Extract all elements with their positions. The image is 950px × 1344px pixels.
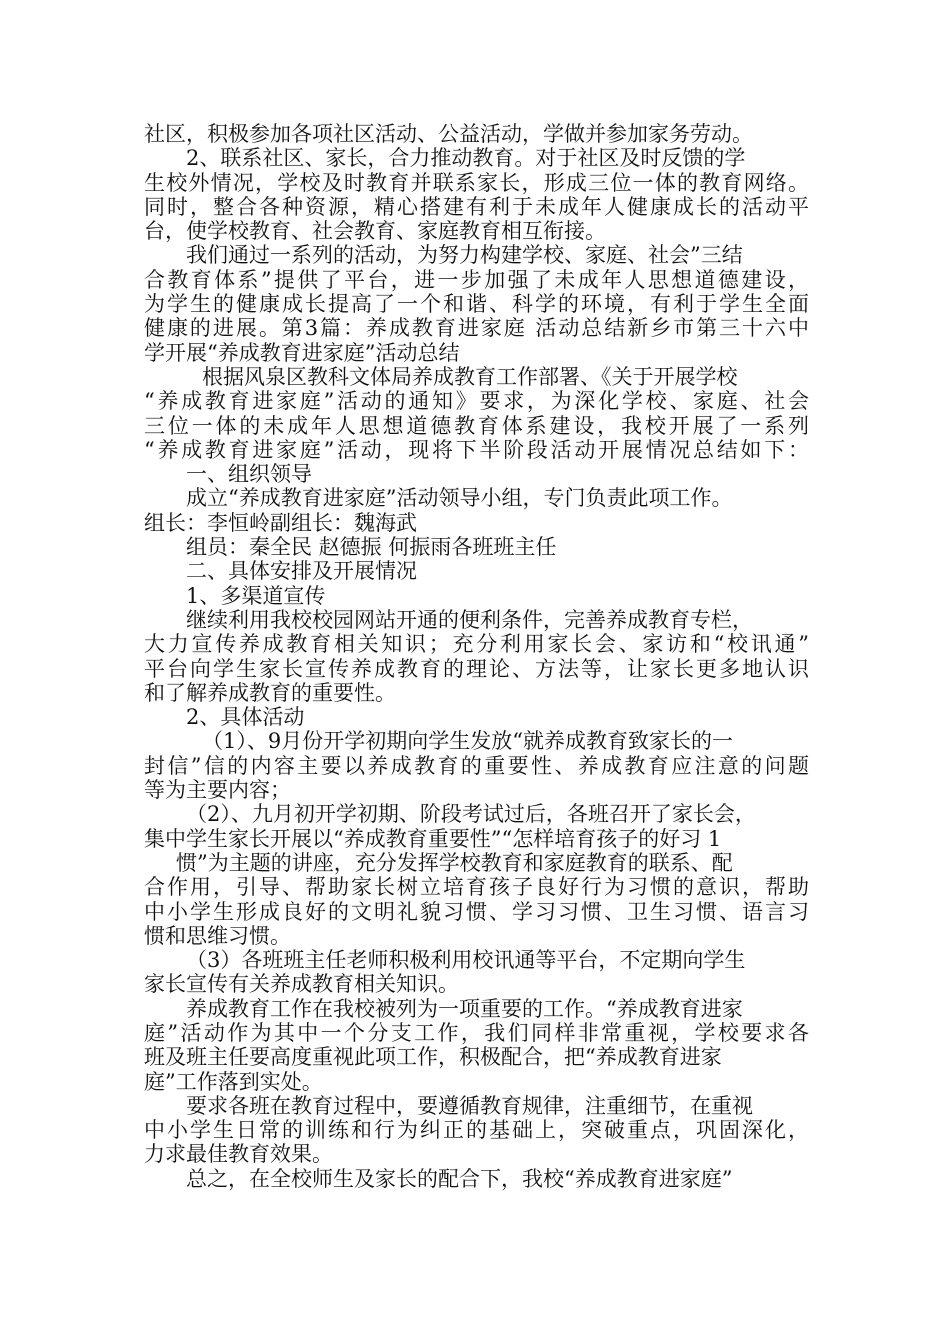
text-line: 台，使学校教育、社会教育、家庭教育相互衔接。 <box>144 219 606 244</box>
document-body <box>144 122 809 1191</box>
text-line: （2）、九月初开学初期、阶段考试过后，各班召开了家长会， <box>186 802 756 827</box>
text-line: （1）、9月份开学初期向学生发放“就养成教育致家长的一 <box>202 729 733 754</box>
text-line: 继续利用我校校园网站开通的便利条件，完善养成教育专栏， <box>186 607 753 632</box>
text-line: 2、联系社区、家长，合力推动教育。对于社区及时反馈的学 <box>186 146 746 171</box>
text-line: 三位一体的未成年人思想道德教育体系建设，我校开展了一系列 <box>144 413 809 438</box>
subsection-heading: 2、具体活动 <box>186 705 305 730</box>
text-line: 要求各班在教育过程中，要遵循教育规律，注重细节，在重视 <box>186 1093 753 1118</box>
text-line: 总之，在全校师生及家长的配合下，我校“养成教育进家庭” <box>186 1166 733 1191</box>
text-line: 为学生的健康成长提高了一个和谐、科学的环境，有利于学生全面 <box>144 292 809 317</box>
text-line: 根据风泉区教科文体局养成教育工作部署、《关于开展学校 <box>202 364 738 389</box>
text-line: 学开展“养成教育进家庭”活动总结 <box>144 340 460 365</box>
text-line: 家长宣传有关养成教育相关知识。 <box>144 972 459 997</box>
text-line: 中小学生日常的训练和行为纠正的基础上，突破重点，巩固深化， <box>144 1118 809 1143</box>
text-line: 庭”活动作为其中一个分支工作，我们同样非常重视，学校要求各 <box>144 1020 809 1045</box>
text-line: 大力宣传养成教育相关知识；充分利用家长会、家访和“校讯通” <box>144 632 809 657</box>
text-line: “养成教育进家庭”活动，现将下半阶段活动开展情况总结如下： <box>144 437 809 462</box>
text-line: 合教育体系”提供了平台，进一步加强了未成年人思想道德建设， <box>144 267 809 292</box>
text-line: 合作用，引导、帮助家长树立培育孩子良好行为习惯的意识，帮助 <box>144 875 809 900</box>
text-line: 健康的进展。第3篇：养成教育进家庭 活动总结新乡市第三十六中 <box>144 316 809 341</box>
text-line: “养成教育进家庭”活动的通知》要求，为深化学校、家庭、社会 <box>144 389 809 414</box>
text-line: 我们通过一系列的活动，为努力构建学校、家庭、社会”三结 <box>186 243 743 268</box>
text-line: 等为主要内容； <box>144 778 291 803</box>
text-line: 封信”信的内容主要以养成教育的重要性、养成教育应注意的问题 <box>144 753 809 778</box>
subsection-heading: 1、多渠道宣传 <box>186 583 326 608</box>
text-line: 和了解养成教育的重要性。 <box>144 680 396 705</box>
text-line: （3）各班班主任老师积极利用校讯通等平台，不定期向学生 <box>186 948 746 973</box>
section-heading: 一、组织领导 <box>186 462 312 487</box>
text-line: 惯和思维习惯。 <box>144 923 291 948</box>
section-heading: 二、具体安排及开展情况 <box>186 559 417 584</box>
text-line: 庭”工作落到实处。 <box>144 1069 323 1094</box>
text-line: 养成教育工作在我校被列为一项重要的工作。“养成教育进家 <box>186 996 743 1021</box>
text-line: 平台向学生家长宣传养成教育的理论、方法等，让家长更多地认识 <box>144 656 809 681</box>
text-line: 成立“养成教育进家庭”活动领导小组，专门负责此项工作。 <box>186 486 733 511</box>
text-line: 力求最佳教育效果。 <box>144 1142 333 1167</box>
text-line: 社区，积极参加各项社区活动、公益活动，学做并参加家务劳动。 <box>144 122 753 146</box>
text-line: 中小学生形成良好的文明礼貌习惯、学习习惯、卫生习惯、语言习 <box>144 899 809 924</box>
text-line: 惯”为主题的讲座，充分发挥学校教育和家庭教育的联系、配 <box>176 850 733 875</box>
text-line: 组长：李恒岭副组长：魏海武 <box>144 510 417 535</box>
text-line: 班及班主任要高度重视此项工作，积极配合，把“养成教育进家 <box>144 1045 722 1070</box>
text-line: 组员：秦全民 赵德振 何振雨各班班主任 <box>186 535 557 560</box>
text-line: 同时，整合各种资源，精心搭建有利于未成年人健康成长的活动平 <box>144 194 809 219</box>
text-line: 生校外情况，学校及时教育并联系家长，形成三位一体的教育网络。 <box>144 170 809 195</box>
text-line: 集中学生家长开展以“养成教育重要性”“怎样培育孩子的好习 1 <box>144 826 722 851</box>
